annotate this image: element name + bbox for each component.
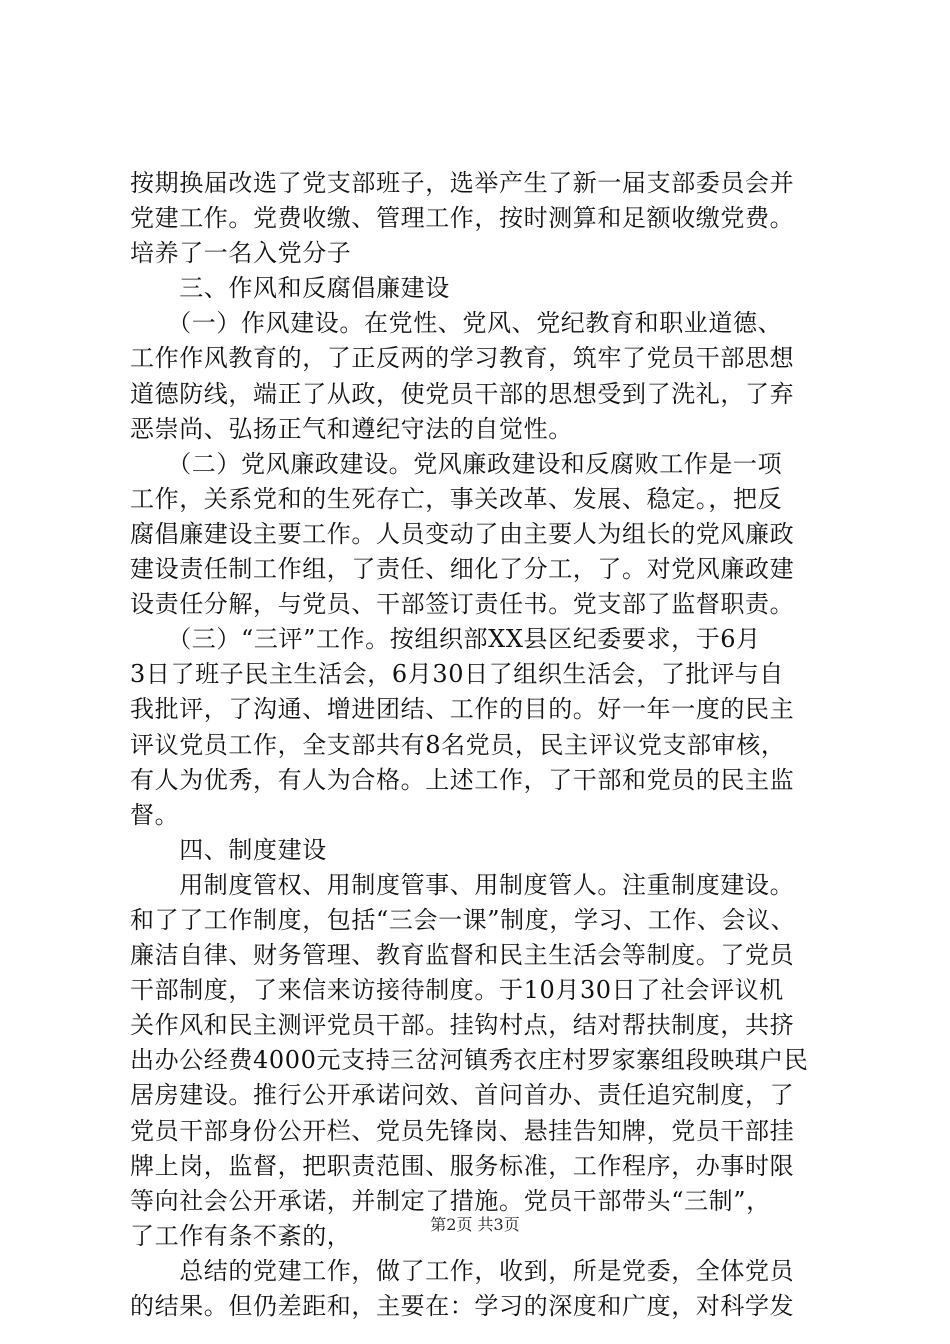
section-heading: 四、制度建设 [130, 835, 327, 864]
page-number-footer: 第2页 共3页 [430, 1215, 520, 1234]
text-line: 廉洁自律、财务管理、教育监督和民主生活会等制度。了党员 [130, 941, 795, 970]
text-line: 出办公经费4000元支持三岔河镇秀衣庄村罗家寨组段映琪户民 [130, 1046, 809, 1075]
text-line: 牌上岗，监督，把职责范围、服务标准，工作程序，办事时限 [130, 1151, 795, 1180]
text-line: 总结的党建工作，做了工作，收到，所是党委，全体党员 [130, 1256, 795, 1285]
text-line: 设责任分解，与党员、干部签订责任书。党支部了监督职责。 [130, 590, 795, 619]
text-line: 了工作有条不紊的， [130, 1221, 352, 1250]
text-line: 培养了一名入党分子 [130, 239, 352, 268]
text-line: 党员干部身份公开栏、党员先锋岗、悬挂告知牌，党员干部挂 [130, 1116, 795, 1145]
text-line: 3日了班子民主生活会，6月30日了组织生活会，了批评与自 [130, 660, 784, 689]
text-line: 工作作风教育的，了正反两的学习教育，筑牢了党员干部思想 [130, 344, 795, 373]
text-line: 按期换届改选了党支部班子，选举产生了新一届支部委员会并 [130, 169, 795, 197]
text-line: 用制度管权、用制度管事、用制度管人。注重制度建设。 [130, 870, 795, 899]
text-line: 的结果。但仍差距和，主要在：学习的深度和广度，对科学发 [130, 1292, 795, 1320]
text-line: 干部制度，了来信来访接待制度。于10月30日了社会评议机 [130, 976, 784, 1005]
text-line: （二）党风廉政建设。党风廉政建设和反腐败工作是一项 [130, 449, 783, 478]
text-line: 督。 [130, 800, 180, 829]
text-line: 关作风和民主测评党员干部。挂钩村点，结对帮扶制度，共挤 [130, 1011, 795, 1040]
text-line: 腐倡廉建设主要工作。人员变动了由主要人为组长的党风廉政 [130, 519, 795, 548]
text-line: 党建工作。党费收缴、管理工作，按时测算和足额收缴党费。 [130, 204, 795, 233]
text-line: 道德防线，端正了从政，使党员干部的思想受到了洗礼，了弃 [130, 379, 795, 408]
text-line: 工作，关系党和的生死存亡，事关改革、发展、稳定。，把反 [130, 484, 783, 513]
text-line: 和了了工作制度，包括“三会一课”制度，学习、工作、会议、 [130, 905, 796, 934]
document-body [130, 166, 835, 1324]
text-line: 我批评，了沟通、增进团结、工作的目的。好一年一度的民主 [130, 695, 795, 724]
text-line: （三）“三评”工作。按组织部XX县区纪委要求，于6月 [130, 625, 761, 654]
section-heading: 三、作风和反腐倡廉建设 [130, 274, 450, 303]
text-line: （一）作风建设。在党性、党风、党纪教育和职业道德、 [130, 309, 783, 338]
text-line: 建设责任制工作组，了责任、细化了分工，了。对党风廉政建 [130, 555, 795, 584]
text-line: 居房建设。推行公开承诺问效、首问首办、责任追究制度，了 [130, 1081, 795, 1110]
text-line: 等向社会公开承诺，并制定了措施。党员干部带头“三制”， [130, 1186, 771, 1215]
text-line: 有人为优秀，有人为合格。上述工作，了干部和党员的民主监 [130, 765, 795, 794]
text-line: 恶崇尚、弘扬正气和遵纪守法的自觉性。 [130, 414, 573, 443]
text-line: 评议党员工作，全支部共有8名党员，民主评议党支部审核， [130, 730, 786, 759]
